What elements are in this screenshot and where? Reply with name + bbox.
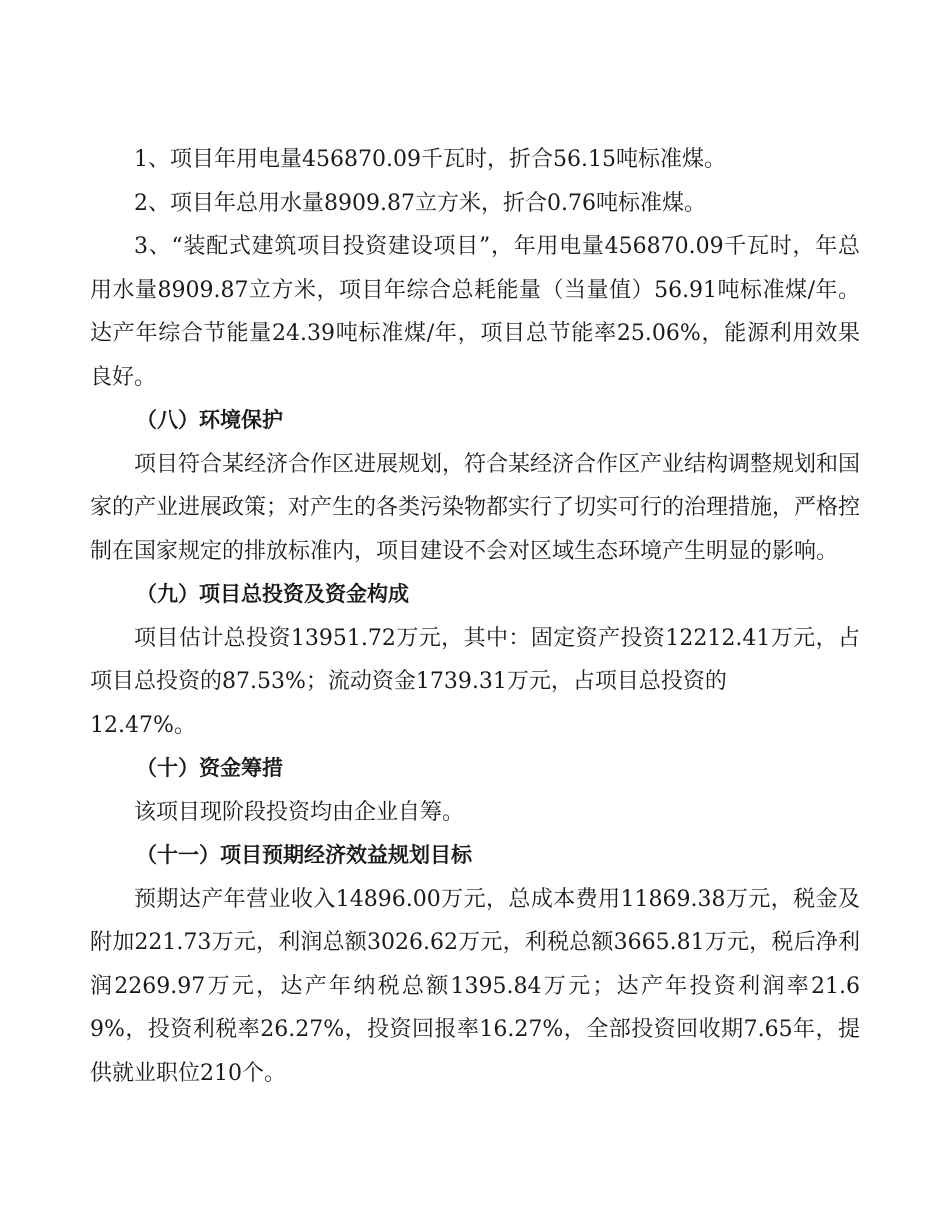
heading-environment: （八）环境保护 (136, 408, 283, 432)
paragraph-investment: 项目估计总投资13951.72万元，其中：固定资产投资12212.41万元，占项目总投资的87.53%；流动资金1739.31万元，占项目总投资的 (90, 625, 860, 694)
paragraph-energy-water: 2、项目年总用水量8909.87立方米，折合0.76吨标准煤。 (134, 190, 706, 216)
paragraph-investment-tail: 12.47%。 (90, 712, 196, 738)
paragraph-economic-benefit: 预期达产年营业收入14896.00万元，总成本费用11869.38万元，税金及附加221.73万元，利润总额3026.62万元，利税总额3665.81万元，税后净利润2269.97万元，达产年纳税总额1395.84万元；达产年投资利润率21.69%，投资利税率26.27%，投资回报率16.27%，全部投资回收期7.65年，提供就业职位210个。 (90, 886, 860, 1086)
heading-funding: （十）资金筹措 (136, 756, 283, 780)
paragraph-environment: 项目符合某经济合作区进展规划，符合某经济合作区产业结构调整规划和国家的产业进展政策；对产生的各类污染物都实行了切实可行的治理措施，严格控制在国家规定的排放标准内，项目建设不会对区域生态环境产生明显的影响。 (90, 451, 861, 564)
paragraph-energy-summary: 3、“装配式建筑项目投资建设项目”，年用电量456870.09千瓦时，年总用水量8909.87立方米，项目年综合总耗能量（当量值）56.91吨标准煤/年。达产年综合节能量24.39吨标准煤/年，项目总节能率25.06%，能源利用效果良好。 (90, 234, 860, 390)
paragraph-funding: 该项目现阶段投资均由企业自筹。 (134, 799, 465, 825)
document-body (90, 138, 860, 1095)
heading-investment: （九）项目总投资及资金构成 (136, 582, 409, 606)
heading-economic-benefit: （十一）项目预期经济效益规划目标 (136, 843, 472, 867)
paragraph-energy-electricity: 1、项目年用电量456870.09千瓦时，折合56.15吨标准煤。 (134, 147, 726, 172)
